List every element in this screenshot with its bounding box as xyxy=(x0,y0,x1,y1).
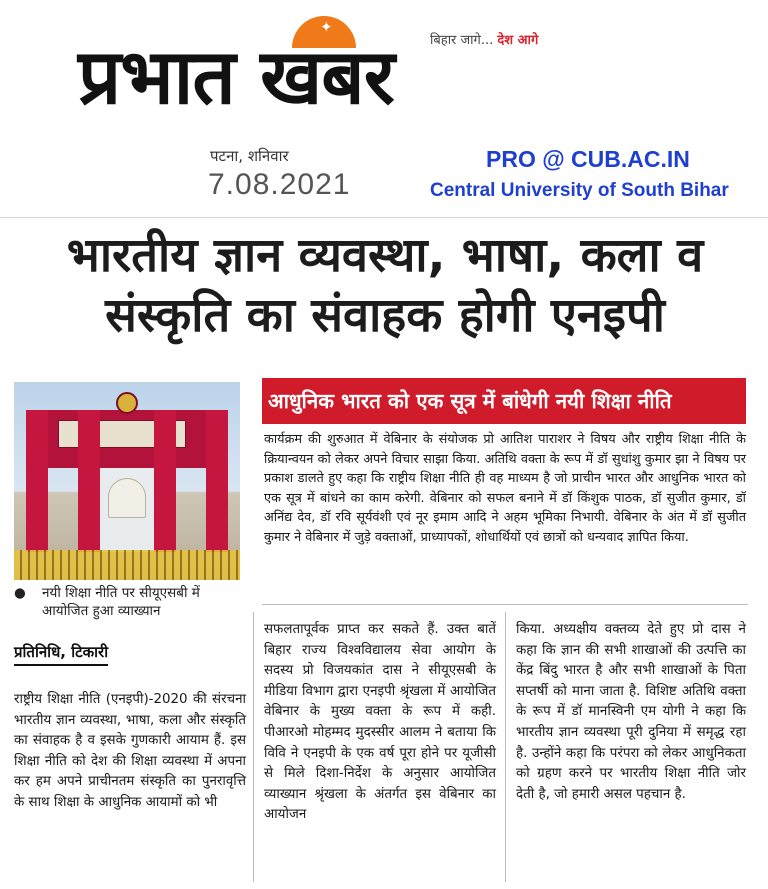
masthead xyxy=(0,0,768,218)
university-name: Central University of South Bihar xyxy=(430,180,729,201)
university-gate-photo xyxy=(14,382,240,580)
bullet-icon: ● xyxy=(14,585,26,601)
caption-text: नयी शिक्षा नीति पर सीयूएसबी में आयोजित हुआ व्याख्यान xyxy=(42,585,200,619)
byline: प्रतिनिधि, टिकारी xyxy=(14,642,108,666)
newspaper-logo: प्रभात खबर xyxy=(78,32,394,121)
article-subhead: आधुनिक भारत को एक सूत्र में बांधेगी नयी शिक्षा नीति xyxy=(262,378,746,424)
gate-pillar xyxy=(206,410,228,552)
gate-pillar xyxy=(154,410,176,552)
pro-label: PRO @ CUB.AC.IN xyxy=(486,146,690,172)
edition-date: 7.08.2021 xyxy=(208,168,351,201)
dome-structure xyxy=(108,478,146,518)
column-divider xyxy=(505,612,506,882)
gate-pillar xyxy=(26,410,48,552)
tagline-prefix: बिहार जागे... xyxy=(430,33,494,48)
photo-caption xyxy=(14,584,244,620)
body-column-2: सफलतापूर्वक प्राप्त कर सकते हैं. उक्त बातें बिहार राज्य विश्वविद्यालय सेवा आयोग के सदस्य प्रो विजयकांत दास ने सीयूएसबी के मीडिया विभाग द्वारा एनइपी श्रृंखला में आयोजित वेबिनार के मुख्य वक्ता के रूप में कही. पीआरओ मोहम्मद मुदस्सीर आलम ने बताया कि विवि ने एनइपी के एक वर्ष पूरा होने पर यूजीसी से मिले दिशा-निर्देश के अनुसार आयोजित व्याख्यान श्रृंखला के अंतर्गत इस वेबिनार का आयोजन xyxy=(264,622,496,823)
gate-pillar xyxy=(78,410,100,552)
article-headline: भारतीय ज्ञान व्यवस्था, भाषा, कला व संस्कृति का संवाहक होगी एनइपी xyxy=(66,228,704,343)
tagline-highlight: देश आगे xyxy=(497,33,539,48)
intro-paragraph: कार्यक्रम की शुरुआत में वेबिनार के संयोजक प्रो आतिश पाराशर ने विषय और राष्ट्रीय शिक्षा नीति के क्रियान्वयन को लेकर अपने विचार साझा किया. अतिथि वक्ता के रूप में डॉ सुधांशु कुमार झा ने विषय पर प्रकाश डालते हुए कहा कि राष्ट्रीय शिक्षा नीति ही वह माध्यम है जो प्राचीन भारत और आधुनिक भारत को एक सूत्र में बांधने का काम करेगी. वेबिनार को सफल बनाने में डॉ किंशुक पाठक, डॉ सुजीत कुमार, डॉ अनिंद्य देव, डॉ रवि सूर्यवंशी एवं नूर इमाम आदि ने अहम भूमिका निभायी. वेबिनार के अंत में डॉ सुजीत कुमार ने वेबिनार में जुड़े वक्ताओं, प्राध्यापकों, शोधार्थियों एवं छात्रों को धन्यवाद ज्ञापित किया. xyxy=(264,432,746,545)
tagline xyxy=(430,30,538,48)
body-column-1: राष्ट्रीय शिक्षा नीति (एनइपी)-2020 की संरचना भारतीय ज्ञान व्यवस्था, भाषा, कला और संस्कृति का संवाहक है व इसके गुणकारी आयाम हैं. इस शिक्षा नीति को देश की शिक्षा व्यवस्था में अपना कर हम अपने प्राचीनतम संस्कृति का पुनरावृत्ति के साथ शिक्षा के आधुनिक आयामों को भी xyxy=(14,692,246,810)
section-divider xyxy=(262,604,748,605)
body-column-3: किया. अध्यक्षीय वक्तव्य देते हुए प्रो दास ने कहा कि ज्ञान की सभी शाखाओं की उत्पत्ति का केंद्र बिंदु भारत है और सभी शाखाओं के पिता सप्तर्षी को माना जाता है. विशिष्ट अतिथि वक्ता के रूप में डॉ मानस्विनी एम योगी ने कहा कि भारतीय ज्ञान व्यवस्था पूरी दुनिया में समृद्ध रहा है. उन्होंने कहा कि परंपरा को लेकर आधुनिकता को ग्रहण करने पर भारतीय शिक्षा नीति जोर देती है, जो हमारी असल पहचान है. xyxy=(516,622,746,802)
column-divider xyxy=(253,612,254,882)
bird-logo-icon: ✦ xyxy=(320,18,333,36)
edition-city-day: पटना, शनिवार xyxy=(210,147,289,165)
emblem-icon xyxy=(116,392,138,414)
yellow-barricade xyxy=(14,550,240,580)
